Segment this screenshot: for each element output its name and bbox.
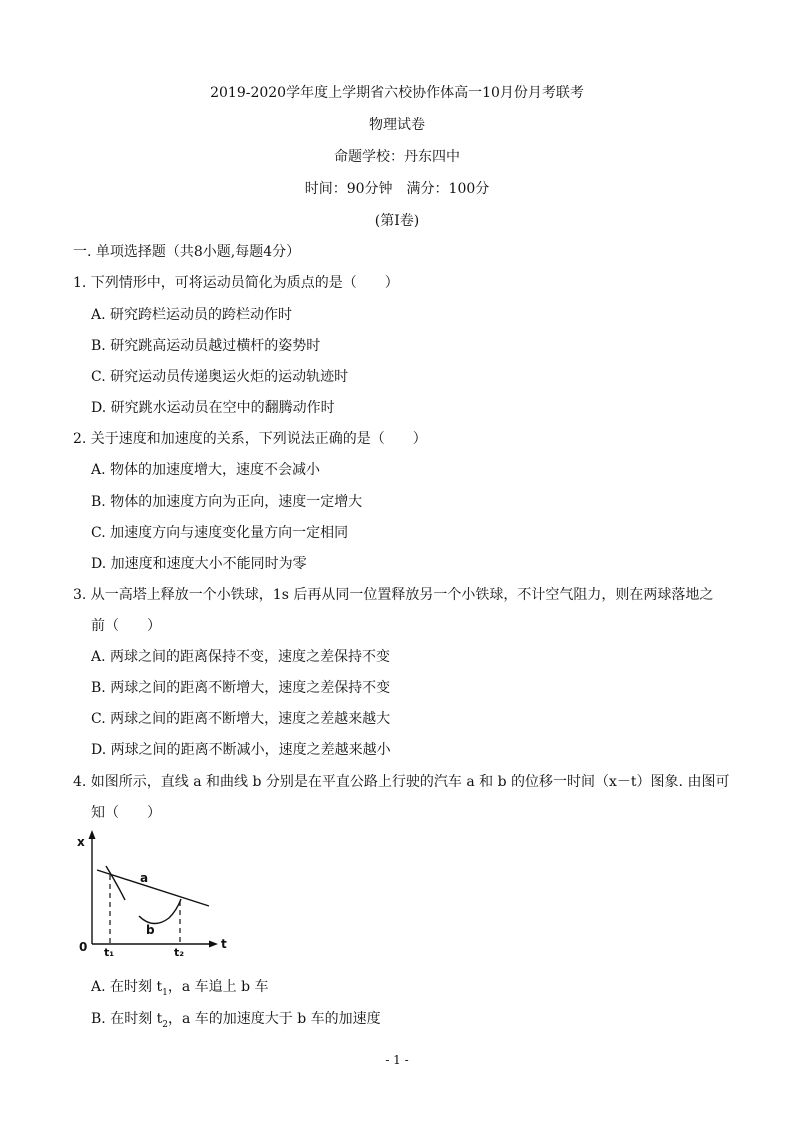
xt-graph — [73, 826, 233, 956]
page-number: - 1 - — [385, 1053, 409, 1067]
t1-label: t₁ — [104, 946, 115, 956]
question-3-option-a: A. 两球之间的距离保持不变，速度之差保持不变 — [91, 649, 391, 665]
origin-label: 0 — [79, 940, 88, 954]
question-1-option-d: D. 研究跳水运动员在空中的翻腾动作时 — [91, 400, 335, 416]
question-2-option-a: A. 物体的加速度增大，速度不会减小 — [91, 462, 321, 478]
volume-label: (第Ⅰ卷) — [374, 213, 420, 229]
time-and-score: 时间：90分钟 满分：100分 — [304, 181, 490, 197]
exam-title: 2019-2020学年度上学期省六校协作体高一10月份月考联考 — [210, 85, 584, 101]
x-axis-arrow-icon — [209, 941, 218, 948]
y-axis-label: x — [77, 835, 85, 849]
question-2-option-c: C. 加速度方向与速度变化量方向一定相同 — [91, 525, 349, 541]
x-axis-label: t — [221, 937, 227, 951]
question-1-option-c: C. 研究运动员传递奥运火炬的运动轨迹时 — [91, 369, 349, 385]
curve-b-upper — [106, 866, 125, 900]
y-axis-arrow-icon — [89, 830, 96, 839]
question-3-stem-continued: 前（ ） — [91, 618, 161, 634]
curve-b-label: b — [146, 923, 155, 937]
subject-title: 物理试卷 — [369, 117, 425, 133]
xt-graph-figure — [73, 826, 233, 956]
question-2-option-b: B. 物体的加速度方向为正向，速度一定增大 — [91, 494, 363, 510]
question-2-stem: 2. 关于速度和加速度的关系，下列说法正确的是（ ） — [73, 431, 427, 447]
section-heading: 一. 单项选择题（共8小题,每题4分） — [73, 244, 301, 260]
question-3-option-b: B. 两球之间的距离不断增大，速度之差保持不变 — [91, 680, 391, 696]
question-3-stem: 3. 从一高塔上释放一个小铁球，1s 后再从同一位置释放另一个小铁球，不计空气阻力，则在两球落地之 — [73, 587, 714, 603]
question-4-option-b: B. 在时刻 $t_2$，a 车的加速度大于 b 车的加速度 — [91, 1011, 381, 1030]
question-1-option-b: B. 研究跳高运动员越过横杆的姿势时 — [91, 338, 321, 354]
question-1-option-a: A. 研究跨栏运动员的跨栏动作时 — [91, 307, 293, 323]
curve-b-lower — [139, 899, 181, 924]
setter-school: 命题学校：丹东四中 — [334, 149, 460, 165]
line-a-label: a — [140, 871, 149, 885]
question-4-stem: 4. 如图所示，直线 a 和曲线 b 分别是在平直公路上行驶的汽车 a 和 b 的位移一时间（x－t）图象. 由图可 — [73, 774, 730, 790]
question-3-option-d: D. 两球之间的距离不断减小，速度之差越来越小 — [91, 742, 391, 758]
t2-label: t₂ — [174, 946, 185, 956]
question-1-stem: 1. 下列情形中，可将运动员简化为质点的是（ ） — [73, 275, 399, 291]
question-3-option-c: C. 两球之间的距离不断增大，速度之差越来越大 — [91, 711, 391, 727]
question-4-option-a: A. 在时刻 $t_1$，a 车追上 b 车 — [91, 979, 269, 998]
question-4-stem-continued: 知（ ） — [91, 805, 161, 821]
line-a — [97, 870, 209, 906]
question-2-option-d: D. 加速度和速度大小不能同时为零 — [91, 556, 307, 572]
